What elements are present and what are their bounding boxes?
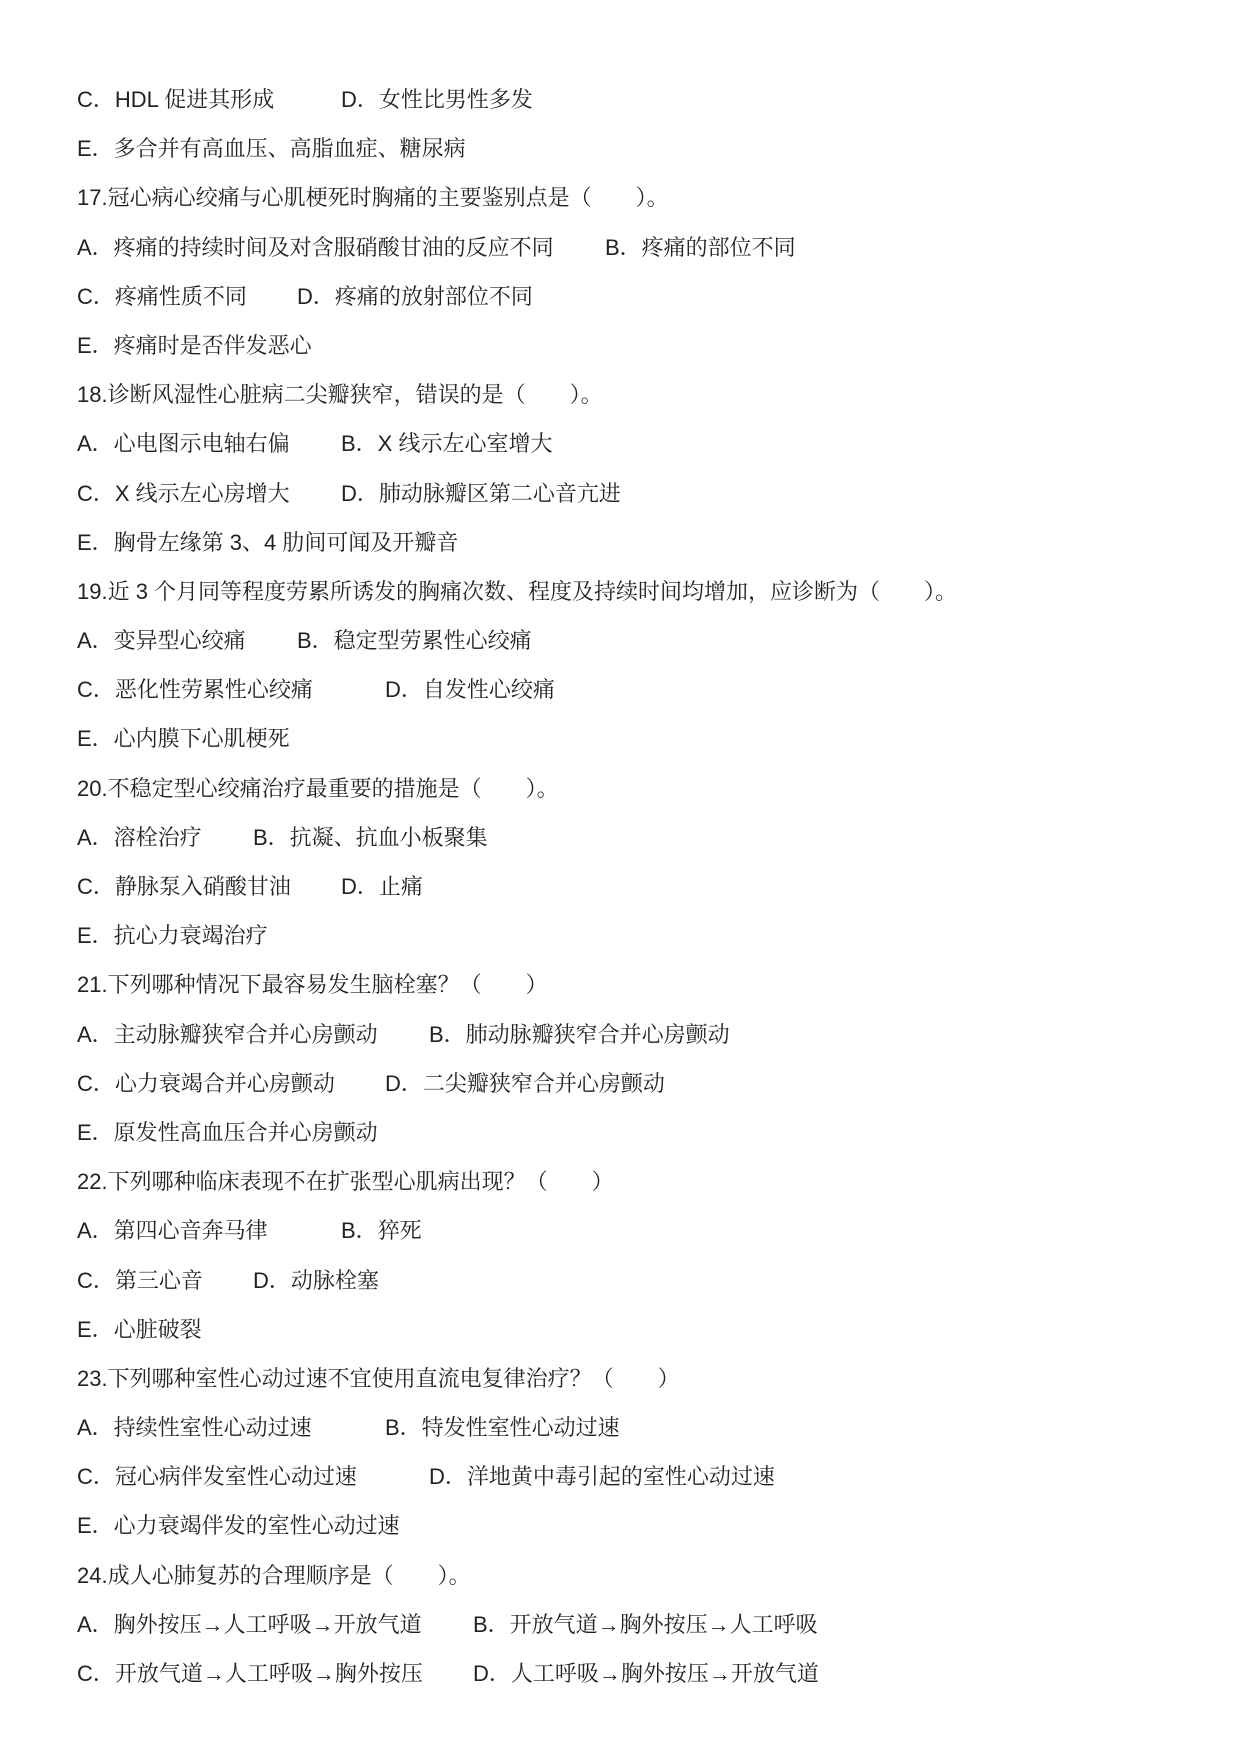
option-a: A．疼痛的持续时间及对含服硝酸甘油的反应不同 — [77, 234, 554, 260]
option-c: C．HDL 促进其形成 — [77, 87, 275, 112]
option-row — [0, 1649, 1241, 1698]
option-a: A．变异型心绞痛 — [77, 628, 246, 654]
option-c: C．心力衰竭合并心房颤动 — [77, 1070, 335, 1096]
option-a: A．心电图示电轴右偏 — [77, 431, 290, 457]
option-row — [0, 1501, 1241, 1550]
option-row — [0, 321, 1241, 370]
option-row — [0, 419, 1241, 468]
question-20 — [0, 764, 1241, 813]
option-a: A．胸外按压→人工呼吸→开放气道 — [77, 1611, 422, 1637]
option-row — [0, 1305, 1241, 1354]
option-b: B．肺动脉瓣狭窄合并心房颤动 — [429, 1021, 730, 1047]
option-e: E．多合并有高血压、高脂血症、糖尿病 — [77, 136, 466, 162]
question-24 — [0, 1551, 1241, 1600]
option-row — [0, 124, 1241, 173]
question-stem: 17.冠心病心绞痛与心肌梗死时胸痛的主要鉴别点是（ ）。 — [77, 185, 669, 211]
option-row — [0, 518, 1241, 567]
option-c: C．恶化性劳累性心绞痛 — [77, 677, 313, 703]
question-stem: 20.不稳定型心绞痛治疗最重要的措施是（ ）。 — [77, 775, 559, 801]
option-d: D．自发性心绞痛 — [385, 677, 555, 703]
option-c: C．疼痛性质不同 — [77, 283, 247, 309]
question-stem: 18.诊断风湿性心脏病二尖瓣狭窄，错误的是（ ）。 — [77, 382, 603, 408]
option-row — [0, 75, 1241, 124]
option-row — [0, 862, 1241, 911]
option-row — [0, 714, 1241, 763]
option-row — [0, 1108, 1241, 1157]
question-stem: 23.下列哪种室性心动过速不宜使用直流电复律治疗？（ ） — [77, 1365, 680, 1391]
option-row — [0, 616, 1241, 665]
question-21 — [0, 960, 1241, 1009]
option-d: D．女性比男性多发 — [341, 87, 533, 112]
option-row — [0, 813, 1241, 862]
option-b: B．抗凝、抗血小板聚集 — [253, 824, 488, 850]
option-row — [0, 1256, 1241, 1305]
question-stem: 24.成人心肺复苏的合理顺序是（ ）。 — [77, 1562, 471, 1588]
option-d: D．止痛 — [341, 874, 423, 899]
option-d: D．洋地黄中毒引起的室性心动过速 — [429, 1464, 775, 1490]
question-22 — [0, 1157, 1241, 1206]
option-b: B．疼痛的部位不同 — [605, 234, 796, 260]
option-row — [0, 1452, 1241, 1501]
option-d: D．人工呼吸→胸外按压→开放气道 — [473, 1661, 819, 1686]
option-row — [0, 1403, 1241, 1452]
option-d: D．疼痛的放射部位不同 — [297, 283, 533, 309]
question-list — [0, 75, 1241, 1698]
option-row — [0, 223, 1241, 272]
option-e: E．胸骨左缘第 3、4 肋间可闻及开瓣音 — [77, 529, 459, 555]
option-b: B．开放气道→胸外按压→人工呼吸 — [473, 1611, 818, 1637]
option-e: E．心内膜下心肌梗死 — [77, 726, 290, 752]
option-e: E．心力衰竭伴发的室性心动过速 — [77, 1513, 400, 1539]
question-23 — [0, 1354, 1241, 1403]
option-c: C．冠心病伴发室性心动过速 — [77, 1464, 357, 1490]
option-e: E．原发性高血压合并心房颤动 — [77, 1119, 378, 1145]
question-17 — [0, 173, 1241, 222]
option-a: A．主动脉瓣狭窄合并心房颤动 — [77, 1021, 378, 1047]
option-row — [0, 911, 1241, 960]
option-c: C．开放气道→人工呼吸→胸外按压 — [77, 1661, 423, 1686]
option-row — [0, 469, 1241, 518]
option-a: A．第四心音奔马律 — [77, 1218, 268, 1244]
option-a: A．持续性室性心动过速 — [77, 1415, 312, 1441]
option-b: B．猝死 — [341, 1218, 422, 1244]
option-d: D．动脉栓塞 — [253, 1267, 379, 1293]
option-b: B．X 线示左心室增大 — [341, 431, 553, 457]
option-e: E．心脏破裂 — [77, 1316, 202, 1342]
option-row — [0, 665, 1241, 714]
question-19 — [0, 567, 1241, 616]
option-row — [0, 1059, 1241, 1108]
option-a: A．溶栓治疗 — [77, 824, 202, 850]
option-row — [0, 1010, 1241, 1059]
option-e: E．疼痛时是否伴发恶心 — [77, 332, 312, 358]
option-d: D．肺动脉瓣区第二心音亢进 — [341, 480, 621, 506]
option-e: E．抗心力衰竭治疗 — [77, 923, 268, 949]
option-c: C．静脉泵入硝酸甘油 — [77, 874, 291, 899]
question-18 — [0, 370, 1241, 419]
option-row — [0, 1206, 1241, 1255]
option-c: C．X 线示左心房增大 — [77, 480, 290, 506]
option-b: B．特发性室性心动过速 — [385, 1415, 620, 1441]
question-stem: 22.下列哪种临床表现不在扩张型心肌病出现？（ ） — [77, 1169, 614, 1195]
option-d: D．二尖瓣狭窄合并心房颤动 — [385, 1070, 665, 1096]
option-row — [0, 1600, 1241, 1649]
question-stem: 21.下列哪种情况下最容易发生脑栓塞？（ ） — [77, 972, 548, 998]
option-b: B．稳定型劳累性心绞痛 — [297, 628, 532, 654]
question-stem: 19.近 3 个月同等程度劳累所诱发的胸痛次数、程度及持续时间均增加，应诊断为（ ）。 — [77, 578, 958, 604]
option-row — [0, 272, 1241, 321]
option-c: C．第三心音 — [77, 1267, 203, 1293]
